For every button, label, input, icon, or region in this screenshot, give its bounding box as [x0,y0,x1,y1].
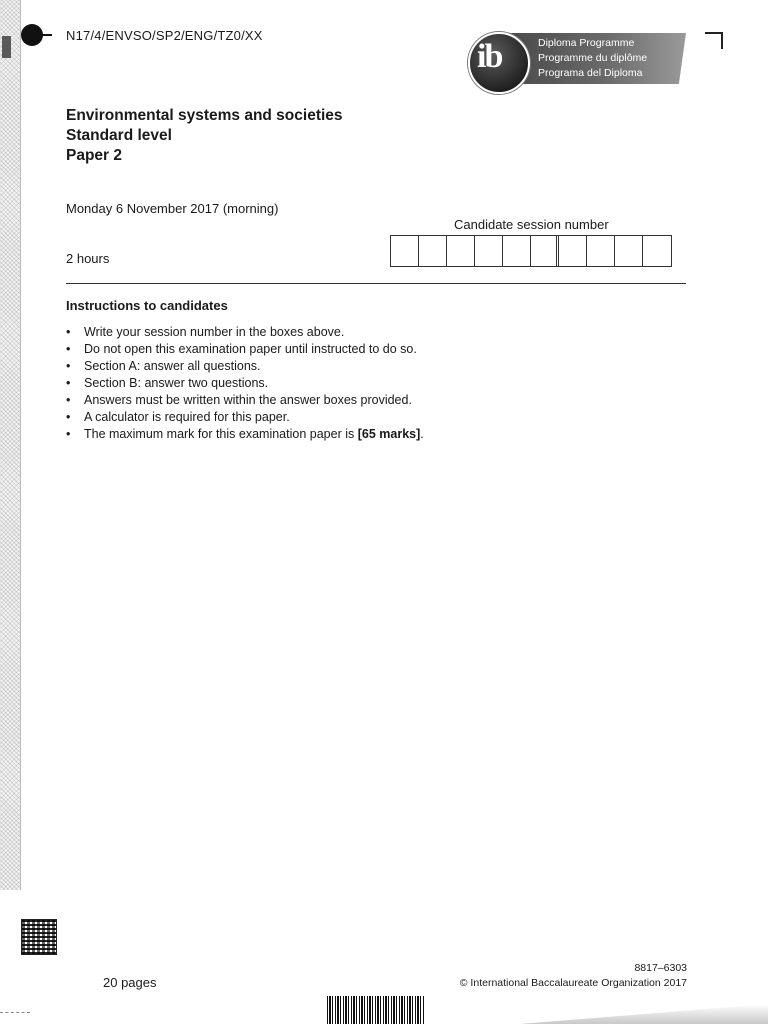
scan-edge-line [20,0,21,890]
instruction-text: Answers must be written within the answer boxes provided. [84,393,412,407]
scan-edge-ticks [0,1012,30,1014]
paper-code: N17/4/ENVSO/SP2/ENG/TZ0/XX [66,28,263,43]
instruction-item [66,324,424,341]
session-digit-box[interactable] [643,236,671,266]
corner-crop-mark [705,32,723,49]
divider [66,283,686,284]
scan-shadow [520,1004,768,1024]
total-marks: [65 marks] [357,427,421,441]
logo-line-es: Programa del Diploma [538,67,643,79]
registration-tick [42,34,52,36]
instruction-text: Section B: answer two questions. [84,376,269,390]
bullet-icon: • [66,342,71,356]
bullet-icon: • [66,427,71,441]
candidate-session-boxes [390,235,672,267]
bullet-icon: • [66,325,71,339]
session-digit-box[interactable] [615,236,643,266]
candidate-session-label: Candidate session number [454,217,609,232]
instructions-heading: Instructions to candidates [66,298,228,313]
instruction-item [66,341,424,358]
instructions-list [66,324,424,443]
bullet-icon: • [66,410,71,424]
subject-title: Environmental systems and societies [66,107,343,124]
instruction-text: Do not open this examination paper until instructed to do so. [84,342,417,356]
bullet-icon: • [66,376,71,390]
session-digit-box[interactable] [391,236,419,266]
session-digit-box[interactable] [475,236,503,266]
barcode-icon [327,996,425,1024]
scan-edge-texture [0,0,20,890]
paper-title: Paper 2 [66,147,123,164]
session-digit-box[interactable] [531,236,559,266]
page-count: 20 pages [103,975,157,990]
qr-code-icon [22,920,56,954]
instruction-end: . [420,427,424,441]
level-title: Standard level [66,127,172,144]
bullet-icon: • [66,393,71,407]
scan-edge-block [2,36,11,58]
session-digit-box[interactable] [419,236,447,266]
instruction-item [66,375,424,392]
ib-logo-mark: ib [477,38,502,75]
logo-line-en: Diploma Programme [538,37,635,49]
ib-logo-circle-icon [468,32,530,94]
exam-title [66,106,343,166]
instruction-item [66,409,424,426]
instruction-item [66,392,424,409]
instruction-text: Section A: answer all questions. [84,359,261,373]
session-digit-box[interactable] [447,236,475,266]
session-digit-box[interactable] [559,236,587,266]
instruction-text: A calculator is required for this paper. [84,410,290,424]
instruction-text: Write your session number in the boxes above. [84,325,345,339]
registration-dot-icon [21,24,43,46]
session-digit-box[interactable] [587,236,615,266]
ib-logo [468,32,690,92]
instruction-text: The maximum mark for this examination paper is [84,427,358,441]
instruction-item [66,358,424,375]
copyright-notice: © International Baccalaureate Organization 2017 [459,977,687,989]
exam-duration: 2 hours [66,251,110,266]
exam-date: Monday 6 November 2017 (morning) [66,201,279,216]
document-number: 8817–6303 [634,962,687,974]
instruction-item [66,426,424,443]
logo-text [538,36,647,81]
logo-line-fr: Programme du diplôme [538,52,648,64]
bullet-icon: • [66,359,71,373]
session-digit-box[interactable] [503,236,531,266]
